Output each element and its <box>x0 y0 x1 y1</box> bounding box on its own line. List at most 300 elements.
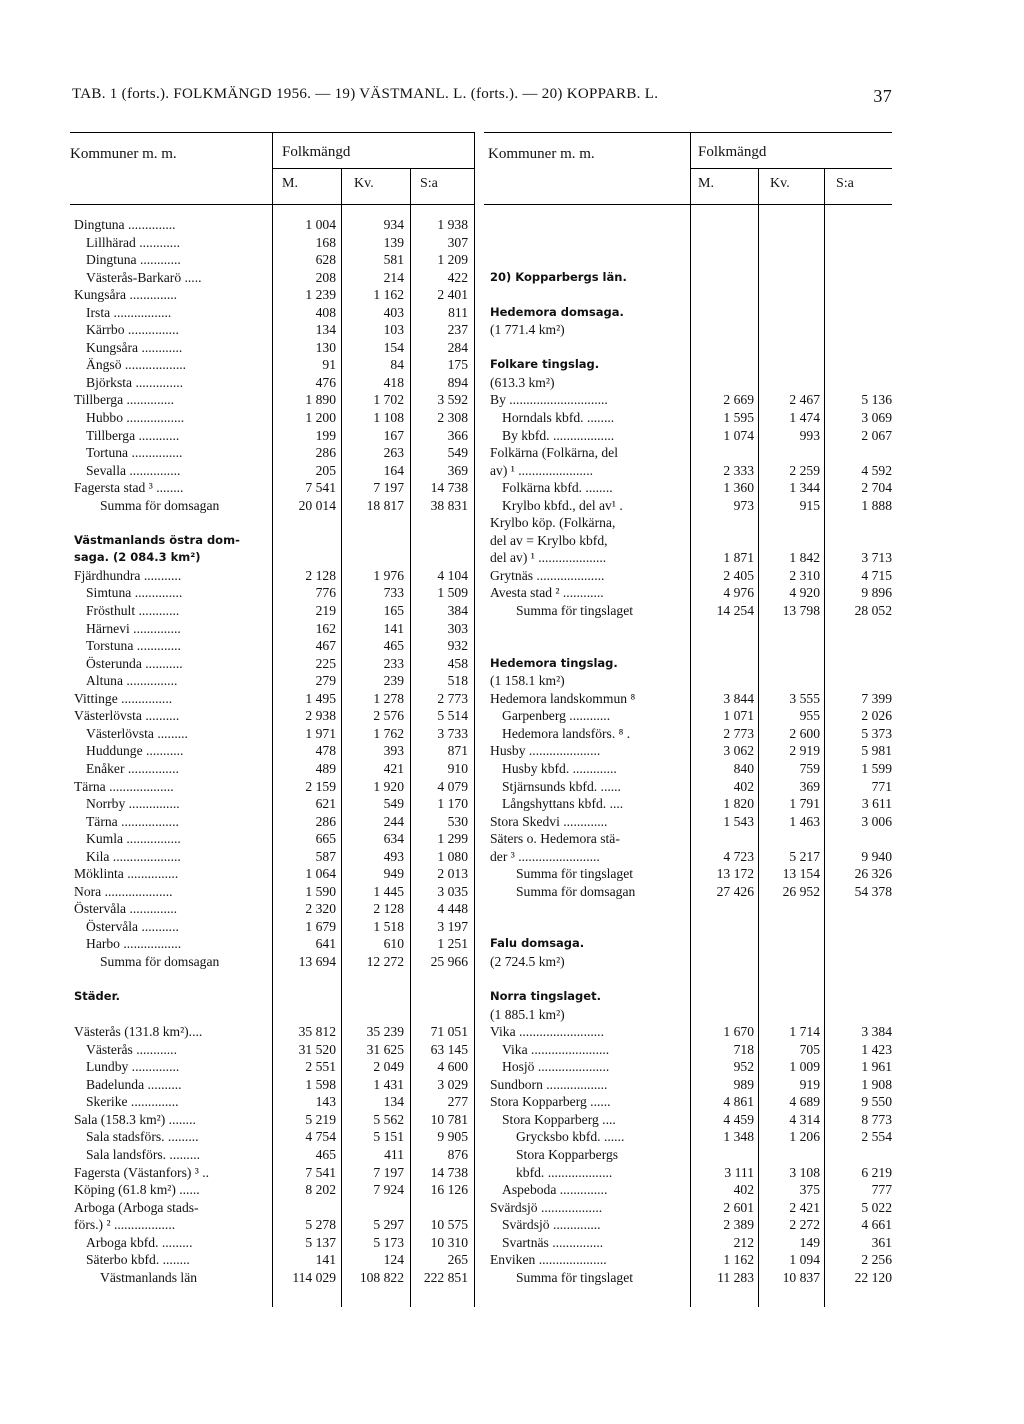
table-row <box>70 1181 474 1199</box>
row-label: Nora .................... <box>74 883 173 899</box>
table-row <box>484 497 892 515</box>
table-row <box>484 742 892 760</box>
sub-header-rule <box>272 168 474 169</box>
total-count: 6 219 <box>861 1164 892 1180</box>
table-row <box>70 620 474 638</box>
male-count: 621 <box>315 796 336 812</box>
table-row <box>484 602 892 620</box>
total-count: 1 170 <box>437 796 468 812</box>
row-label: Dingtuna ............ <box>86 252 181 268</box>
total-count: 3 592 <box>437 392 468 408</box>
table-row <box>70 216 474 234</box>
total-count: 1 938 <box>437 217 468 232</box>
female-count: 31 625 <box>366 1041 404 1057</box>
table-row <box>484 391 892 409</box>
female-count: 108 822 <box>359 1269 404 1285</box>
female-count: 4 920 <box>789 585 820 601</box>
table-row <box>484 725 892 743</box>
male-count: 91 <box>322 357 336 373</box>
row-label: Krylbo köp. (Folkärna, <box>490 515 616 531</box>
table-row <box>70 865 474 883</box>
female-count: 7 197 <box>373 480 404 496</box>
male-count: 2 938 <box>305 708 336 724</box>
row-label: Köping (61.8 km²) ...... <box>74 1182 200 1198</box>
row-label: Långshyttans kbfd. .... <box>502 796 624 812</box>
female-count: 2 272 <box>789 1217 820 1233</box>
female-count: 634 <box>383 831 404 847</box>
total-count: 265 <box>447 1252 468 1268</box>
male-count: 1 820 <box>723 796 754 812</box>
row-label: Säters o. Hedemora stä- <box>490 831 620 847</box>
female-count: 1 344 <box>789 480 820 496</box>
total-count: 1 251 <box>437 936 468 952</box>
female-header: Kv. <box>770 176 790 191</box>
table-row <box>70 778 474 796</box>
female-header: Kv. <box>354 176 374 191</box>
total-count: 1 423 <box>861 1041 892 1057</box>
row-label: Husby ..................... <box>490 743 601 759</box>
male-count: 1 064 <box>305 866 336 882</box>
female-count: 1 920 <box>373 778 404 794</box>
total-header: S:a <box>420 176 438 191</box>
row-label: Grycksbo kbfd. ...... <box>516 1129 625 1145</box>
female-count: 2 128 <box>373 901 404 917</box>
male-count: 134 <box>315 322 336 338</box>
total-count: 2 773 <box>437 690 468 706</box>
female-count: 12 272 <box>366 953 404 969</box>
female-count: 13 798 <box>782 603 820 619</box>
row-label: del av = Krylbo kbfd, <box>490 532 608 548</box>
male-count: 143 <box>315 1094 336 1110</box>
female-count: 2 467 <box>789 392 820 408</box>
table-row <box>484 1216 892 1234</box>
total-count: 1 908 <box>861 1076 892 1092</box>
table-row <box>70 584 474 602</box>
female-count: 955 <box>799 708 820 724</box>
total-count: 910 <box>447 760 468 776</box>
female-count: 1 431 <box>373 1076 404 1092</box>
row-label: Västerlövsta ......... <box>86 725 188 741</box>
total-count: 303 <box>447 620 468 636</box>
table-row <box>484 707 892 725</box>
top-rule <box>484 132 892 133</box>
folkmangd-header: Folkmängd <box>282 144 351 160</box>
female-count: 1 094 <box>789 1252 820 1268</box>
total-count: 4 104 <box>437 567 468 583</box>
row-label: Harbo ................. <box>86 936 182 952</box>
table-row <box>70 725 474 743</box>
table-row <box>70 427 474 445</box>
total-count: 1 961 <box>861 1059 892 1075</box>
male-count: 402 <box>733 778 754 794</box>
female-count: 2 259 <box>789 462 820 478</box>
row-label: Enviken .................... <box>490 1252 607 1268</box>
table-row <box>70 497 474 515</box>
total-count: 458 <box>447 655 468 671</box>
table-row <box>484 637 892 655</box>
female-count: 103 <box>383 322 404 338</box>
female-count: 139 <box>383 234 404 250</box>
male-count: 2 159 <box>305 778 336 794</box>
row-label: Kärrbo ............... <box>86 322 179 338</box>
male-count: 2 551 <box>305 1059 336 1075</box>
table-row <box>70 1199 474 1217</box>
header-bottom-rule <box>484 204 892 205</box>
total-count: 63 145 <box>430 1041 468 1057</box>
total-count: 4 715 <box>861 567 892 583</box>
table-row <box>70 883 474 901</box>
table-row <box>484 1181 892 1199</box>
row-label: del av) ¹ .................... <box>490 550 607 566</box>
female-count: 35 239 <box>366 1024 404 1040</box>
column-divider <box>474 132 475 1307</box>
male-count: 2 601 <box>723 1199 754 1215</box>
table-row <box>70 602 474 620</box>
table-row <box>484 1199 892 1217</box>
male-count: 162 <box>315 620 336 636</box>
row-label: Fjärdhundra ........... <box>74 567 182 583</box>
row-label: Möklinta ............... <box>74 866 179 882</box>
female-count: 393 <box>383 743 404 759</box>
table-row <box>484 532 892 550</box>
female-count: 1 714 <box>789 1024 820 1040</box>
table-row <box>484 848 892 866</box>
total-count: 361 <box>871 1234 892 1250</box>
table-row <box>70 567 474 585</box>
row-label: Sala landsförs. ......... <box>86 1146 201 1162</box>
table-row <box>70 1234 474 1252</box>
male-count: 402 <box>733 1182 754 1198</box>
total-count: 5 022 <box>861 1199 892 1215</box>
total-count: 26 326 <box>854 866 892 882</box>
total-count: 549 <box>447 445 468 461</box>
female-count: 214 <box>383 269 404 285</box>
total-count: 384 <box>447 603 468 619</box>
female-count: 1 278 <box>373 690 404 706</box>
male-count: 4 754 <box>305 1129 336 1145</box>
female-count: 263 <box>383 445 404 461</box>
table-row <box>484 760 892 778</box>
female-count: 375 <box>799 1182 820 1198</box>
row-label: Hedemora landskommun ⁸ <box>490 690 636 706</box>
row-label: Dingtuna .............. <box>74 217 176 232</box>
male-count: 1 679 <box>305 918 336 934</box>
table-row <box>484 567 892 585</box>
row-label: Stora Kopparberg .... <box>502 1111 616 1127</box>
male-count: 205 <box>315 462 336 478</box>
row-label: Garpenberg ............ <box>502 708 611 724</box>
female-count: 3 108 <box>789 1164 820 1180</box>
total-count: 8 773 <box>861 1111 892 1127</box>
row-label: Härnevi .............. <box>86 620 181 636</box>
table-row <box>484 672 892 690</box>
table-row <box>70 935 474 953</box>
row-label: Västerås ............ <box>86 1041 177 1057</box>
section-heading: 20) Kopparbergs län. <box>490 269 627 284</box>
table-row <box>70 655 474 673</box>
male-count: 20 014 <box>298 497 336 513</box>
total-count: 3 713 <box>861 550 892 566</box>
table-row <box>484 1269 892 1287</box>
row-label: Hubbo ................. <box>86 410 185 426</box>
table-row <box>484 935 892 953</box>
female-count: 7 924 <box>373 1182 404 1198</box>
row-label: Kungsåra ............ <box>86 339 183 355</box>
row-label: Summa för domsagan <box>100 953 220 969</box>
male-count: 973 <box>733 497 754 513</box>
table-row <box>70 374 474 392</box>
table-row <box>70 251 474 269</box>
row-label: By ............................. <box>490 392 608 408</box>
table-row <box>70 1146 474 1164</box>
total-count: 10 575 <box>430 1217 468 1233</box>
section-heading: Falu domsaga. <box>490 936 585 951</box>
row-label: Arboga (Arboga stads- <box>74 1199 199 1215</box>
row-label: (1 885.1 km²) <box>490 1006 565 1022</box>
table-row <box>484 374 892 392</box>
male-count: 1 971 <box>305 725 336 741</box>
row-label: Avesta stad ² ............ <box>490 585 604 601</box>
male-count: 1 071 <box>723 708 754 724</box>
male-count: 3 062 <box>723 743 754 759</box>
total-count: 277 <box>447 1094 468 1110</box>
total-count: 25 966 <box>430 953 468 969</box>
female-count: 84 <box>390 357 404 373</box>
female-count: 705 <box>799 1041 820 1057</box>
total-count: 2 067 <box>861 427 892 443</box>
table-row <box>484 988 892 1006</box>
female-count: 759 <box>799 760 820 776</box>
total-count: 3 035 <box>437 883 468 899</box>
right-rows <box>484 216 892 1286</box>
total-count: 2 013 <box>437 866 468 882</box>
female-count: 134 <box>383 1094 404 1110</box>
female-count: 1 518 <box>373 918 404 934</box>
female-count: 949 <box>383 866 404 882</box>
total-count: 71 051 <box>430 1024 468 1040</box>
total-count: 932 <box>447 638 468 654</box>
female-count: 403 <box>383 304 404 320</box>
total-count: 222 851 <box>423 1269 468 1285</box>
table-row <box>484 1041 892 1059</box>
table-row <box>484 286 892 304</box>
section-heading: Folkare tingslag. <box>490 357 600 372</box>
male-count: 1 590 <box>305 883 336 899</box>
total-count: 2 554 <box>861 1129 892 1145</box>
row-label: Aspeboda .............. <box>502 1182 608 1198</box>
table-row <box>70 1216 474 1234</box>
table-row <box>484 900 892 918</box>
female-count: 26 952 <box>782 883 820 899</box>
female-count: 1 463 <box>789 813 820 829</box>
table-row <box>70 234 474 252</box>
male-count: 286 <box>315 813 336 829</box>
female-count: 10 837 <box>782 1269 820 1285</box>
row-label: Svärdsjö .............. <box>502 1217 601 1233</box>
row-label: Summa för domsagan <box>100 497 220 513</box>
male-count: 225 <box>315 655 336 671</box>
male-count: 1 348 <box>723 1129 754 1145</box>
row-label: Altuna ............... <box>86 673 178 689</box>
total-count: 3 384 <box>861 1024 892 1040</box>
row-label: Säterbo kbfd. ........ <box>86 1252 190 1268</box>
row-label: Lundby .............. <box>86 1059 180 1075</box>
male-count: 7 541 <box>305 480 336 496</box>
female-count: 418 <box>383 374 404 390</box>
row-label: Kila .................... <box>86 848 181 864</box>
table-row <box>484 1093 892 1111</box>
table-row <box>484 1164 892 1182</box>
table-row <box>70 830 474 848</box>
total-count: 5 373 <box>861 725 892 741</box>
female-count: 1 206 <box>789 1129 820 1145</box>
row-label: Tillberga .............. <box>74 392 175 408</box>
table-row <box>484 655 892 673</box>
female-count: 13 154 <box>782 866 820 882</box>
male-count: 4 861 <box>723 1094 754 1110</box>
table-row <box>484 830 892 848</box>
row-label: (2 724.5 km²) <box>490 953 565 969</box>
table-row <box>484 813 892 831</box>
table-row <box>484 1128 892 1146</box>
table-row <box>484 216 892 234</box>
row-label: Husby kbfd. ............. <box>502 760 617 776</box>
total-count: 876 <box>447 1146 468 1162</box>
row-label: (1 158.1 km²) <box>490 673 565 689</box>
female-count: 2 310 <box>789 567 820 583</box>
female-count: 3 555 <box>789 690 820 706</box>
male-count: 641 <box>315 936 336 952</box>
female-count: 5 562 <box>373 1111 404 1127</box>
table-row <box>70 813 474 831</box>
row-label: Sala (158.3 km²) ........ <box>74 1111 196 1127</box>
female-count: 1 474 <box>789 410 820 426</box>
row-label: Huddunge ........... <box>86 743 184 759</box>
male-count: 199 <box>315 427 336 443</box>
table-row <box>484 1111 892 1129</box>
table-row <box>484 778 892 796</box>
row-label: (1 771.4 km²) <box>490 322 565 338</box>
table-row <box>484 1251 892 1269</box>
male-count: 208 <box>315 269 336 285</box>
table-row <box>484 1058 892 1076</box>
row-label: Sevalla ............... <box>86 462 181 478</box>
total-count: 5 981 <box>861 743 892 759</box>
table-row <box>484 462 892 480</box>
total-count: 22 120 <box>854 1269 892 1285</box>
sub-header-rule <box>690 168 892 169</box>
table-row <box>484 251 892 269</box>
female-count: 1 009 <box>789 1059 820 1075</box>
male-count: 11 283 <box>717 1269 754 1285</box>
table-row <box>484 479 892 497</box>
table-row <box>484 1006 892 1024</box>
male-count: 1 162 <box>723 1252 754 1268</box>
row-label: Västmanlands län <box>100 1269 198 1285</box>
table-row <box>70 391 474 409</box>
female-count: 2 049 <box>373 1059 404 1075</box>
total-count: 1 209 <box>437 252 468 268</box>
female-count: 549 <box>383 796 404 812</box>
female-count: 124 <box>383 1252 404 1268</box>
row-label: Östervåla .............. <box>74 901 178 917</box>
table-row <box>70 462 474 480</box>
row-label: Tärna ................. <box>86 813 179 829</box>
left-rows <box>70 216 474 1286</box>
row-label: Hedemora landsförs. ⁸ . <box>502 725 631 741</box>
male-count: 212 <box>733 1234 754 1250</box>
total-count: 9 896 <box>861 585 892 601</box>
male-count: 1 595 <box>723 410 754 426</box>
total-count: 16 126 <box>430 1182 468 1198</box>
total-count: 3 197 <box>437 918 468 934</box>
row-label: Kungsåra .............. <box>74 287 178 303</box>
row-label: Tärna ................... <box>74 778 174 794</box>
row-label: Sala stadsförs. ......... <box>86 1129 199 1145</box>
table-row <box>484 356 892 374</box>
total-count: 14 738 <box>430 1164 468 1180</box>
total-count: 237 <box>447 322 468 338</box>
total-count: 7 399 <box>861 690 892 706</box>
page-number: 37 <box>873 86 892 106</box>
table-row <box>484 549 892 567</box>
total-count: 4 661 <box>861 1217 892 1233</box>
table-row <box>70 707 474 725</box>
male-count: 2 320 <box>305 901 336 917</box>
row-label: Torstuna ............. <box>86 638 181 654</box>
section-heading: Västmanlands östra dom- <box>74 532 240 547</box>
male-count: 952 <box>733 1059 754 1075</box>
female-count: 1 702 <box>373 392 404 408</box>
row-label: By kbfd. .................. <box>502 427 615 443</box>
table-row <box>70 1041 474 1059</box>
total-count: 777 <box>871 1182 892 1198</box>
female-count: 167 <box>383 427 404 443</box>
total-count: 3 611 <box>861 796 892 812</box>
row-label: Österunda ........... <box>86 655 183 671</box>
male-count: 2 773 <box>723 725 754 741</box>
table-row <box>70 549 474 567</box>
female-count: 154 <box>383 339 404 355</box>
male-count: 2 389 <box>723 1217 754 1233</box>
total-count: 2 256 <box>861 1252 892 1268</box>
total-count: 38 831 <box>430 497 468 513</box>
row-label: Tortuna ............... <box>86 445 183 461</box>
female-count: 5 217 <box>789 848 820 864</box>
total-count: 1 509 <box>437 585 468 601</box>
row-label: Grytnäs .................... <box>490 567 605 583</box>
total-count: 369 <box>447 462 468 478</box>
table-row <box>484 584 892 602</box>
total-count: 5 136 <box>861 392 892 408</box>
female-count: 369 <box>799 778 820 794</box>
female-count: 5 297 <box>373 1217 404 1233</box>
row-label: Arboga kbfd. ......... <box>86 1234 193 1250</box>
male-count: 4 459 <box>723 1111 754 1127</box>
table-row <box>484 1023 892 1041</box>
section-heading: Hedemora domsaga. <box>490 304 624 319</box>
table-row <box>484 409 892 427</box>
male-count: 1 495 <box>305 690 336 706</box>
section-heading: saga. (2 084.3 km²) <box>74 550 201 565</box>
table-row <box>70 409 474 427</box>
male-header: M. <box>698 176 714 191</box>
total-count: 518 <box>447 673 468 689</box>
female-count: 233 <box>383 655 404 671</box>
female-count: 421 <box>383 760 404 776</box>
total-count: 3 733 <box>437 725 468 741</box>
male-count: 3 111 <box>724 1164 754 1180</box>
